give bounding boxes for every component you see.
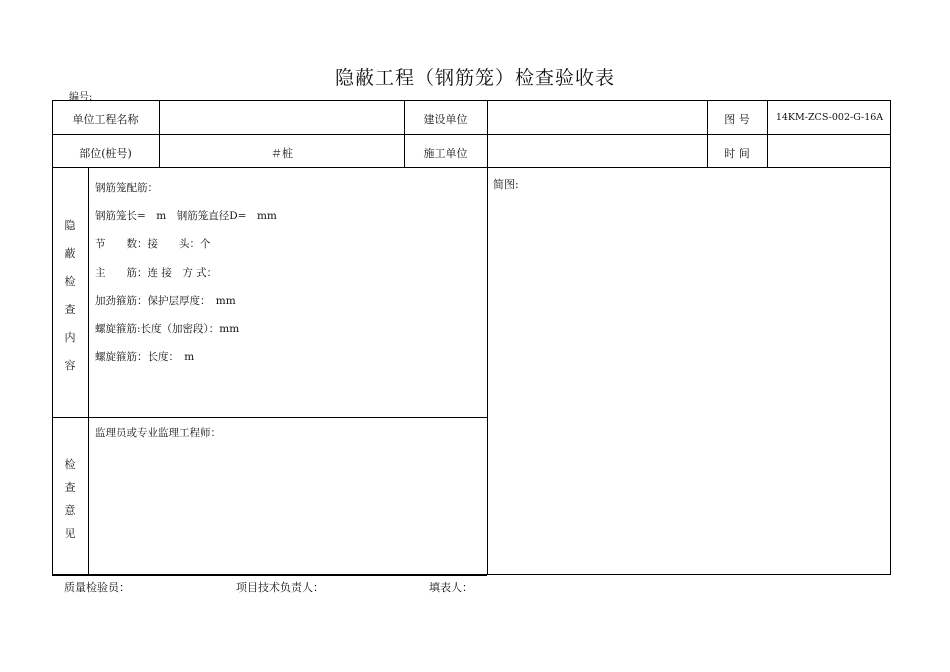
side-label-divider xyxy=(88,167,89,575)
row-divider-1 xyxy=(52,134,891,135)
build-unit-label: 建设单位 xyxy=(423,113,468,126)
side-char: 查 xyxy=(64,303,76,316)
side-char: 容 xyxy=(64,359,76,372)
col-divider-5 xyxy=(767,100,768,167)
drawing-number-label: 图 号 xyxy=(724,113,750,126)
rebar-cage-config-line: 钢筋笼配筋： xyxy=(95,182,158,194)
tech-lead-label: 项目技术负责人： xyxy=(236,581,324,594)
quality-inspector-label: 质量检验员： xyxy=(64,581,130,594)
supervisor-label: 监理员或专业监理工程师： xyxy=(95,427,221,439)
sections-joints-line: 节 数：接 头：个 xyxy=(95,238,211,250)
row-divider-3 xyxy=(52,417,487,418)
side-char: 检 xyxy=(64,275,76,288)
side-char: 内 xyxy=(64,331,76,344)
stiffener-cover-line: 加劲箍筋：保护层厚度： mm xyxy=(95,295,236,307)
main-bar-connection-line: 主 筋：连 接 方 式： xyxy=(95,267,218,279)
row-divider-2 xyxy=(52,167,891,168)
spiral-dense-length-line: 螺旋箍筋:长度（加密段）：mm xyxy=(95,323,240,335)
serial-number-label: 编号: xyxy=(69,92,93,103)
location-label: 部位(桩号) xyxy=(79,147,132,160)
construction-unit-label: 施工单位 xyxy=(423,147,468,160)
hidden-content-side-label xyxy=(52,212,88,380)
cage-length-diameter-line: 钢筋笼长= m 钢筋笼直径D= mm xyxy=(95,210,277,222)
row-divider-bottom-left xyxy=(52,574,487,576)
side-char: 蔽 xyxy=(64,247,76,260)
project-name-label: 单位工程名称 xyxy=(72,113,139,126)
drawing-number-value: 14KM-ZCS-002-G-16A xyxy=(775,112,884,123)
sketch-label: 简图: xyxy=(493,178,519,191)
side-char: 意 xyxy=(64,504,76,517)
opinion-side-label xyxy=(52,453,88,545)
location-field[interactable]: ＃桩 xyxy=(271,147,293,160)
page-title: 隐蔽工程（钢筋笼）检查验收表 xyxy=(334,67,615,89)
form-filler-label: 填表人： xyxy=(429,581,473,594)
side-char: 隐 xyxy=(64,219,76,232)
side-char: 见 xyxy=(64,527,76,540)
sketch-area[interactable] xyxy=(488,190,890,574)
side-char: 检 xyxy=(64,458,76,471)
spiral-length-line: 螺旋箍筋：长度： m xyxy=(95,351,195,363)
side-char: 查 xyxy=(64,481,76,494)
time-label: 时 间 xyxy=(724,147,750,160)
